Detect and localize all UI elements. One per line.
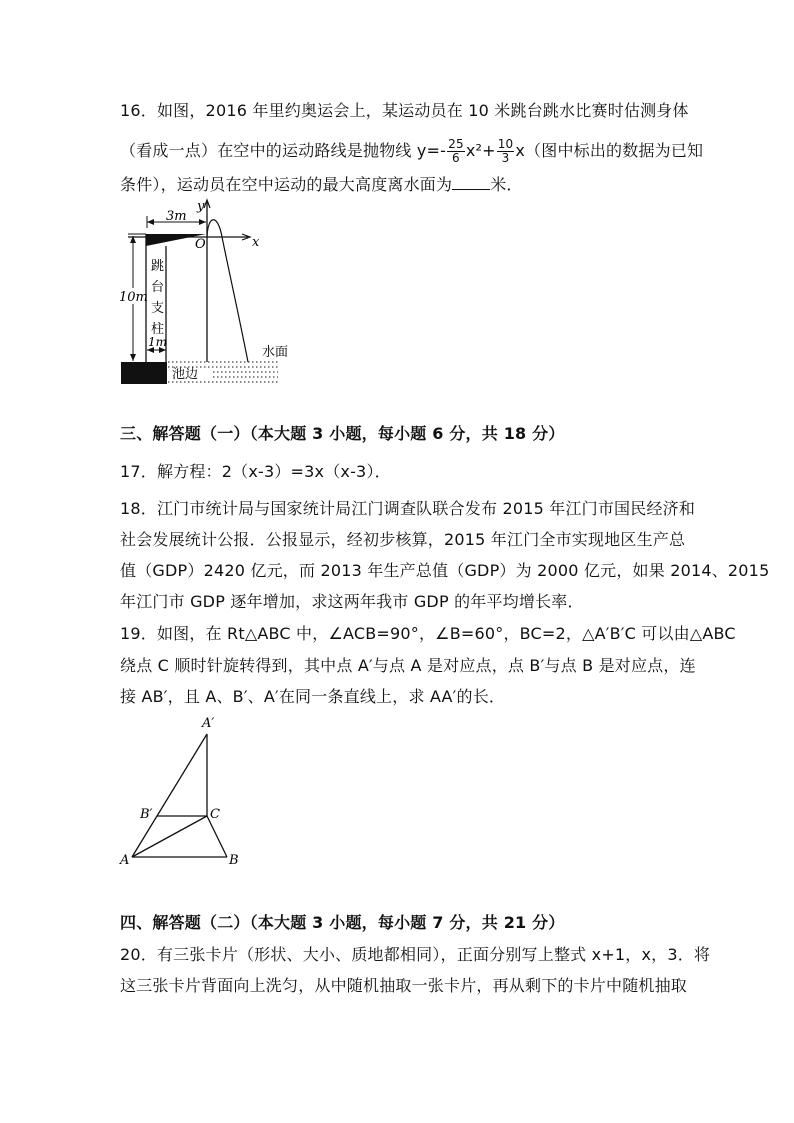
q18-line-3: 值（GDP）2420 亿元，而 2013 年生产总值（GDP）为 2000 亿元，如果 2014、2015 xyxy=(120,561,770,580)
fraction-10-3 xyxy=(497,138,515,165)
dimension-3m-label: 3m xyxy=(166,209,187,224)
point-b-prime-label: B′ xyxy=(140,807,153,822)
pillar-label-1: 跳 xyxy=(151,259,165,274)
fraction-numerator: 10 xyxy=(497,137,514,151)
triangle-figure xyxy=(112,712,252,872)
q16-line-3-prefix: 条件），运动员在空中运动的最大高度离水面为 xyxy=(120,175,453,194)
answer-blank xyxy=(452,175,490,190)
fraction-denominator: 6 xyxy=(452,151,460,165)
point-a-prime-label: A′ xyxy=(202,716,215,731)
segment-a-aprime xyxy=(132,734,207,857)
pillar-label-2: 台 xyxy=(151,280,165,295)
q16-line-3-suffix: 米． xyxy=(490,175,523,194)
q16-line-3 xyxy=(120,175,523,195)
section-4-heading: 四、解答题（二）（本大题 3 小题，每小题 7 分，共 21 分） xyxy=(120,913,565,932)
point-b-label: B xyxy=(229,853,239,868)
q18-line-1: 18．江门市统计局与国家统计局江门调查队联合发布 2015 年江门市国民经济和 xyxy=(120,499,696,518)
section-3-heading: 三、解答题（一）（本大题 3 小题，每小题 6 分，共 18 分） xyxy=(120,424,565,443)
q20-line-2: 这三张卡片背面向上洗匀，从中随机抽取一张卡片，再从剩下的卡片中随机抽取 xyxy=(120,976,688,995)
q16-line-2-prefix: （看成一点）在空中的运动路线是抛物线 y=- xyxy=(120,141,447,160)
origin-label: O xyxy=(195,237,206,252)
segment-a-c xyxy=(132,816,207,857)
point-a-label: A xyxy=(120,853,130,868)
q16-line-2-suffix: x（图中标出的数据为已知 xyxy=(515,141,704,160)
fraction-numerator: 25 xyxy=(448,137,464,151)
q16-line-2-mid: x²+ xyxy=(465,141,496,160)
pillar-label-3: 支 xyxy=(151,301,165,316)
pool-edge-label: 池边 xyxy=(172,367,199,382)
parabola-path xyxy=(207,220,248,362)
pool-edge-block xyxy=(121,362,167,384)
segment-c-b xyxy=(207,816,227,857)
point-c-label: C xyxy=(210,807,220,822)
fraction-25-6 xyxy=(447,138,465,165)
dimension-10m-label: 10m xyxy=(119,290,148,305)
fraction-denominator: 3 xyxy=(501,151,510,165)
q19-line-3: 接 AB′，且 A、B′、A′在同一条直线上，求 AA′的长． xyxy=(120,687,506,706)
q17-text: 17．解方程：2（x-3）=3x（x-3）． xyxy=(120,462,391,481)
y-axis-label: y xyxy=(197,199,205,214)
dimension-1m-label: 1m xyxy=(148,335,168,349)
diving-figure xyxy=(118,196,308,388)
q18-line-2: 社会发展统计公报．公报显示，经初步核算，2015 年江门全市实现地区生产总 xyxy=(120,530,686,549)
q19-line-1: 19．如图，在 Rt△ABC 中，∠ACB=90°，∠B=60°，BC=2，△A′B′C 可以由△ABC xyxy=(120,624,736,643)
q18-line-4: 年江门市 GDP 逐年增加，求这两年我市 GDP 的年平均增长率． xyxy=(120,592,584,611)
q19-line-2: 绕点 C 顺时针旋转得到，其中点 A′与点 A 是对应点，点 B′与点 B 是对应点，连 xyxy=(120,656,696,675)
q20-line-1: 20．有三张卡片（形状、大小、质地都相同），正面分别写上整式 x+1，x，3．将 xyxy=(120,945,711,964)
q16-line-2 xyxy=(120,138,703,165)
pillar-label-4: 柱 xyxy=(151,322,165,337)
water-label: 水面 xyxy=(262,345,289,360)
q16-line-1: 16．如图，2016 年里约奥运会上，某运动员在 10 米跳台跳水比赛时估测身体 xyxy=(120,101,689,120)
x-axis-label: x xyxy=(252,235,260,250)
